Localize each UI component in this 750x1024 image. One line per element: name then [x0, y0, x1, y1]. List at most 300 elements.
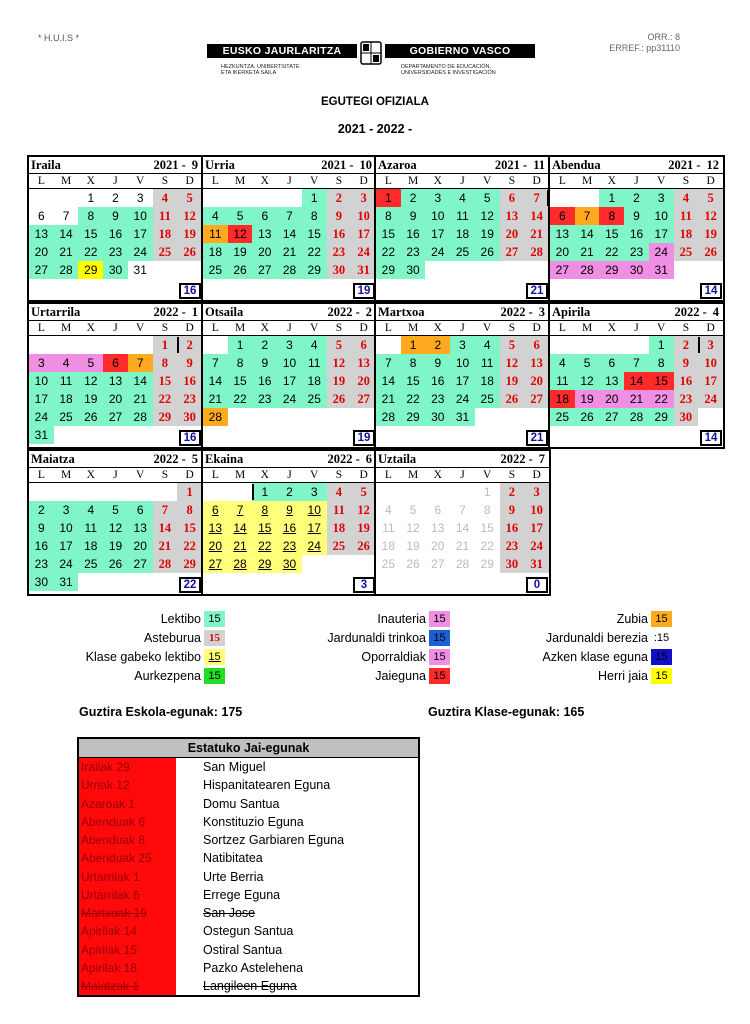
- day-cell: 29: [401, 408, 426, 426]
- month-urtarrila: [27, 302, 204, 449]
- weekday-label: S: [682, 322, 690, 334]
- weekday-label: M: [234, 322, 246, 334]
- legend-label: Zubia: [616, 612, 648, 626]
- legend-item: [598, 668, 672, 684]
- day-cell: 22: [599, 243, 624, 261]
- weekday-label: J: [113, 469, 118, 481]
- day-cell: 8: [483, 503, 491, 517]
- day-cell: 7: [575, 207, 600, 225]
- day-cell: 1: [483, 485, 491, 499]
- day-cell: 2: [425, 336, 450, 354]
- day-cell: 16: [277, 519, 302, 537]
- weekday-label: M: [581, 322, 593, 334]
- month-total-badge: 22: [179, 577, 201, 593]
- day-cell: 7: [524, 189, 549, 207]
- reference-block: [609, 32, 680, 54]
- legend-label: Asteburua: [144, 631, 201, 645]
- weekday-label: L: [558, 175, 566, 187]
- huis-label: * H.U.I.S *: [38, 33, 80, 43]
- day-cell: 6: [252, 207, 277, 225]
- day-cell: 26: [406, 557, 420, 571]
- day-cell: 9: [401, 207, 426, 225]
- day-cell: 2: [177, 336, 202, 354]
- day-cell: 1: [228, 336, 253, 354]
- day-cell: 18: [475, 372, 500, 390]
- day-cell: 25: [302, 390, 327, 408]
- weekday-row: [376, 321, 549, 336]
- weekday-label: J: [460, 175, 465, 187]
- month-year-number: [153, 452, 198, 467]
- day-cell: 30: [425, 408, 450, 426]
- weekday-label: V: [657, 322, 666, 334]
- days-grid: [376, 189, 549, 279]
- weekday-label: D: [359, 175, 368, 187]
- month-header: [203, 157, 376, 174]
- day-cell: 13: [550, 225, 575, 243]
- day-cell: 16: [252, 372, 277, 390]
- day-cell: 16: [327, 225, 352, 243]
- weekday-label: M: [60, 175, 72, 187]
- legend-item: [134, 668, 225, 684]
- legend-swatch: 15: [204, 630, 225, 646]
- weekday-label: D: [532, 469, 541, 481]
- day-cell: 5: [228, 207, 253, 225]
- day-cell: 14: [524, 207, 549, 225]
- day-cell: 4: [302, 336, 327, 354]
- month-name: Otsaila: [205, 304, 244, 319]
- day-cell: 26: [177, 243, 202, 261]
- weekday-row: [376, 468, 549, 483]
- day-cell: 11: [475, 354, 500, 372]
- day-cell: 21: [624, 390, 649, 408]
- day-cell: 8: [177, 501, 202, 519]
- day-cell: 31: [450, 408, 475, 426]
- day-cell: 24: [698, 390, 723, 408]
- day-cell: 3: [351, 189, 376, 207]
- weekday-row: [376, 174, 549, 189]
- empty-cell: [78, 483, 103, 501]
- department-spanish-line1: DEPARTAMENTO DE EDUCACIÓN,: [401, 64, 492, 70]
- weekday-label: X: [607, 175, 616, 187]
- day-cell: 13: [128, 519, 153, 537]
- day-cell: 24: [351, 243, 376, 261]
- day-cell: 10: [649, 207, 674, 225]
- day-cell: 15: [302, 225, 327, 243]
- empty-cell: [575, 189, 600, 207]
- holiday-name: Konstituzio Eguna: [203, 814, 304, 829]
- day-cell: 16: [674, 372, 699, 390]
- day-cell: 7: [459, 503, 466, 517]
- legend-label: Klase gabeko lektibo: [85, 650, 201, 664]
- day-cell: 25: [475, 390, 500, 408]
- holiday-date: Urriak 12: [79, 776, 176, 794]
- month-header: [550, 157, 723, 174]
- days-grid: [550, 189, 723, 279]
- month-total-badge: 16: [179, 430, 201, 446]
- legend-swatch: 15: [429, 611, 450, 627]
- days-grid: [29, 336, 202, 444]
- day-cell: 7: [62, 209, 70, 223]
- day-cell: 21: [376, 390, 401, 408]
- day-cell: 1: [649, 336, 674, 354]
- holiday-row: [79, 959, 418, 977]
- day-cell: 2: [401, 189, 426, 207]
- month-name: Urtarrila: [31, 304, 81, 319]
- day-cell: 10: [524, 501, 549, 519]
- holidays-table-title: Estatuko Jai-egunak: [79, 739, 418, 758]
- day-cell: 24: [450, 390, 475, 408]
- day-cell: 1: [153, 336, 178, 354]
- day-cell: 22: [177, 537, 202, 555]
- month-total-badge: 19: [353, 283, 375, 299]
- day-cell: 25: [203, 261, 228, 279]
- weekday-label: L: [37, 469, 45, 481]
- month-year-number: [327, 305, 372, 320]
- weekday-row: [29, 468, 202, 483]
- day-cell: 8: [78, 207, 103, 225]
- weekday-label: X: [86, 469, 95, 481]
- day-cell: 13: [351, 354, 376, 372]
- month-year-number: [500, 452, 545, 467]
- day-cell: 29: [302, 261, 327, 279]
- day-cell: 18: [550, 390, 575, 408]
- weekday-label: D: [706, 175, 715, 187]
- day-cell: 2: [624, 189, 649, 207]
- empty-cell: [29, 483, 54, 501]
- day-cell: 21: [203, 390, 228, 408]
- day-cell: 9: [103, 207, 128, 225]
- empty-cell: [78, 336, 103, 354]
- day-cell: 20: [103, 390, 128, 408]
- day-cell: 30: [327, 261, 352, 279]
- empty-cell: [29, 336, 54, 354]
- day-cell: 1: [599, 189, 624, 207]
- legend-label: Oporraldiak: [361, 650, 426, 664]
- weekday-label: L: [384, 175, 392, 187]
- month-number: 5: [191, 451, 198, 466]
- day-cell: 2: [112, 191, 119, 205]
- day-cell: 12: [78, 372, 103, 390]
- day-cell: 6: [103, 354, 128, 372]
- weekday-label: L: [558, 322, 566, 334]
- month-year: 2021 -: [668, 157, 701, 172]
- holiday-name: Urte Berria: [203, 869, 264, 884]
- day-cell: 9: [252, 354, 277, 372]
- day-cell: 19: [406, 539, 420, 553]
- day-cell: 29: [599, 261, 624, 279]
- day-cell: 17: [128, 225, 153, 243]
- month-maiatza: [27, 449, 204, 596]
- day-cell: 13: [252, 225, 277, 243]
- day-cell: 28: [128, 408, 153, 426]
- day-cell: 25: [450, 243, 475, 261]
- day-cell: 16: [177, 372, 202, 390]
- month-total-badge: 0: [526, 577, 548, 593]
- day-cell: 8: [302, 207, 327, 225]
- weekday-label: M: [407, 469, 419, 481]
- day-cell: 8: [649, 354, 674, 372]
- day-cell: 6: [524, 336, 549, 354]
- weekday-label: S: [335, 322, 343, 334]
- weekday-label: V: [136, 175, 145, 187]
- month-name: Apirila: [552, 304, 591, 319]
- legend-label: Jardunaldi berezia: [545, 631, 648, 645]
- empty-cell: [277, 189, 302, 207]
- day-cell: 9: [277, 501, 302, 519]
- holiday-name: Langileen Eguna: [203, 979, 297, 993]
- days-grid: [376, 483, 549, 573]
- legend-label: Herri jaia: [597, 669, 648, 683]
- legend-label: Lektibo: [160, 612, 201, 626]
- day-cell: 20: [29, 243, 54, 261]
- day-cell: 5: [103, 501, 128, 519]
- day-cell: 5: [475, 189, 500, 207]
- day-cell: 3: [302, 483, 327, 501]
- day-cell: 6: [128, 501, 153, 519]
- day-cell: 23: [624, 243, 649, 261]
- day-cell: 9: [29, 519, 54, 537]
- day-cell: 28: [455, 557, 470, 571]
- day-cell: 30: [401, 261, 426, 279]
- day-cell: 26: [228, 261, 253, 279]
- day-cell: 15: [153, 372, 178, 390]
- holiday-name: Pazko Astelehena: [203, 960, 304, 975]
- month-year: 2022 -: [674, 304, 707, 319]
- day-cell: 11: [550, 372, 575, 390]
- day-cell: 6: [203, 501, 228, 519]
- weekday-label: V: [136, 322, 145, 334]
- day-cell: 14: [455, 521, 470, 535]
- day-cell: 20: [351, 372, 376, 390]
- day-cell: 24: [524, 537, 549, 555]
- day-cell: 12: [177, 207, 202, 225]
- weekday-label: X: [86, 322, 95, 334]
- day-cell: 31: [351, 261, 376, 279]
- holiday-row: [79, 922, 418, 940]
- day-cell: 3: [277, 336, 302, 354]
- holiday-date: Apirilak 18: [79, 959, 176, 977]
- day-cell: 17: [524, 519, 549, 537]
- weekday-label: J: [460, 322, 465, 334]
- day-cell: 27: [29, 261, 54, 279]
- day-cell: 24: [54, 555, 79, 573]
- day-cell: 3: [524, 483, 549, 501]
- weekday-label: S: [682, 175, 690, 187]
- day-cell: 20: [431, 539, 445, 553]
- day-cell: 25: [327, 537, 352, 555]
- day-cell: 5: [500, 336, 525, 354]
- legend-label: Aurkezpena: [134, 669, 201, 683]
- day-cell: 5: [351, 483, 376, 501]
- day-cell: 11: [674, 207, 699, 225]
- day-cell: 11: [78, 519, 103, 537]
- day-cell: 22: [376, 243, 401, 261]
- weekday-label: J: [287, 469, 292, 481]
- holiday-date: Azaroak 1: [79, 795, 176, 813]
- month-number: 12: [706, 157, 719, 172]
- day-cell: 27: [550, 261, 575, 279]
- empty-cell: [29, 189, 54, 207]
- weekday-label: S: [508, 175, 516, 187]
- day-cell: 27: [128, 555, 153, 573]
- day-cell: 17: [54, 537, 79, 555]
- day-cell: 11: [54, 372, 79, 390]
- weekday-label: S: [508, 322, 516, 334]
- day-cell: 29: [177, 555, 202, 573]
- month-year: 2021 -: [494, 157, 528, 172]
- day-cell: 19: [327, 372, 352, 390]
- day-cell: 7: [203, 354, 228, 372]
- month-number: 6: [365, 451, 372, 466]
- day-cell: 4: [450, 189, 475, 207]
- month-apirila: [548, 302, 725, 449]
- day-cell: 23: [500, 537, 525, 555]
- days-grid: [29, 189, 202, 279]
- weekday-label: L: [211, 322, 219, 334]
- holiday-row: [79, 758, 418, 776]
- day-cell: 16: [103, 225, 128, 243]
- day-cell: 1: [87, 191, 95, 205]
- day-cell: 18: [54, 390, 79, 408]
- day-cell: 12: [103, 519, 128, 537]
- month-header: [29, 157, 202, 174]
- day-cell: 28: [228, 555, 253, 573]
- month-name: Maiatza: [31, 451, 75, 466]
- weekday-label: S: [508, 469, 516, 481]
- legend-swatch: 15: [651, 611, 672, 627]
- weekday-label: J: [113, 175, 118, 187]
- day-cell: 14: [128, 372, 153, 390]
- weekday-row: [29, 321, 202, 336]
- day-cell: 24: [425, 243, 450, 261]
- holiday-date: Abenduak 25: [79, 849, 176, 867]
- legend-item: [86, 649, 225, 665]
- day-cell: 22: [153, 390, 178, 408]
- legend-label: Azken klase eguna: [542, 650, 648, 664]
- day-cell: 25: [78, 555, 103, 573]
- day-cell: 14: [376, 372, 401, 390]
- holiday-row: [79, 849, 418, 867]
- day-cell: 26: [327, 390, 352, 408]
- day-cell: 10: [29, 372, 54, 390]
- day-cell: 8: [252, 501, 277, 519]
- weekday-label: V: [483, 175, 492, 187]
- day-cell: 5: [177, 189, 202, 207]
- total-school-days: Guztira Eskola-egunak: 175: [79, 705, 243, 719]
- day-cell: 3: [649, 189, 674, 207]
- holiday-date: Urtarrilak 1: [79, 868, 176, 886]
- legend-swatch: 15: [429, 630, 450, 646]
- month-total-badge: 19: [353, 430, 375, 446]
- weekday-label: X: [433, 469, 442, 481]
- legend-swatch: 15: [429, 668, 450, 684]
- weekday-label: M: [407, 175, 419, 187]
- holiday-row: [79, 904, 418, 922]
- day-cell: 28: [277, 261, 302, 279]
- empty-cell: [103, 336, 128, 354]
- holiday-name: San Miguel: [203, 760, 266, 774]
- day-cell: 5: [78, 354, 103, 372]
- weekday-label: L: [384, 469, 392, 481]
- day-cell: 18: [450, 225, 475, 243]
- weekday-label: M: [407, 322, 419, 334]
- month-number: 10: [359, 157, 372, 172]
- day-cell: 21: [54, 243, 79, 261]
- day-cell: 12: [327, 354, 352, 372]
- day-cell: 10: [450, 354, 475, 372]
- weekday-label: L: [384, 322, 392, 334]
- day-cell: 19: [475, 225, 500, 243]
- empty-cell: [54, 336, 79, 354]
- day-cell: 7: [128, 354, 153, 372]
- empty-cell: [203, 483, 228, 501]
- weekday-label: M: [581, 175, 593, 187]
- day-cell: 25: [550, 408, 575, 426]
- day-cell: 16: [624, 225, 649, 243]
- weekday-row: [203, 174, 376, 189]
- weekday-label: X: [86, 175, 95, 187]
- day-cell: 23: [401, 243, 426, 261]
- day-cell: 2: [327, 189, 352, 207]
- day-cell: 15: [177, 519, 202, 537]
- day-cell: 29: [252, 555, 277, 573]
- day-cell: 11: [450, 207, 475, 225]
- legend-swatch: 15: [204, 668, 225, 684]
- weekday-label: V: [657, 175, 666, 187]
- days-grid: [376, 336, 549, 426]
- day-cell: 23: [327, 243, 352, 261]
- day-cell: 19: [698, 225, 723, 243]
- legend-item: [546, 630, 672, 646]
- day-cell: 11: [302, 354, 327, 372]
- month-name: Uztaila: [378, 451, 417, 466]
- weekday-label: V: [310, 469, 319, 481]
- month-azaroa: [374, 155, 551, 302]
- day-cell: 22: [649, 390, 674, 408]
- month-name: Iraila: [31, 157, 61, 172]
- month-number: 2: [365, 304, 372, 319]
- empty-cell: [425, 483, 450, 501]
- day-cell: 28: [54, 261, 79, 279]
- day-cell: 19: [103, 537, 128, 555]
- day-cell: 11: [203, 225, 228, 243]
- legend-label: Jaieguna: [375, 669, 426, 683]
- day-cell: 27: [431, 557, 445, 571]
- month-name: Martxoa: [378, 304, 425, 319]
- legend-item: [375, 668, 450, 684]
- empty-cell: [228, 483, 253, 501]
- empty-cell: [401, 483, 426, 501]
- month-year: 2022 -: [327, 451, 360, 466]
- weekday-label: X: [607, 322, 616, 334]
- day-cell: 31: [29, 426, 54, 444]
- month-total-badge: 21: [526, 430, 548, 446]
- month-total-badge: 21: [526, 283, 548, 299]
- day-cell: 22: [302, 243, 327, 261]
- day-cell: 29: [649, 408, 674, 426]
- holiday-date: Apirilak 14: [79, 922, 176, 940]
- day-cell: 26: [575, 408, 600, 426]
- legend-swatch: 15: [651, 668, 672, 684]
- holiday-date: Abenduak 6: [79, 813, 176, 831]
- day-cell: 10: [128, 207, 153, 225]
- weekday-label: X: [433, 322, 442, 334]
- day-cell: 18: [327, 519, 352, 537]
- day-cell: 18: [78, 537, 103, 555]
- month-year-number: [153, 305, 198, 320]
- holiday-name: Errege Eguna: [203, 887, 281, 902]
- day-cell: 10: [302, 501, 327, 519]
